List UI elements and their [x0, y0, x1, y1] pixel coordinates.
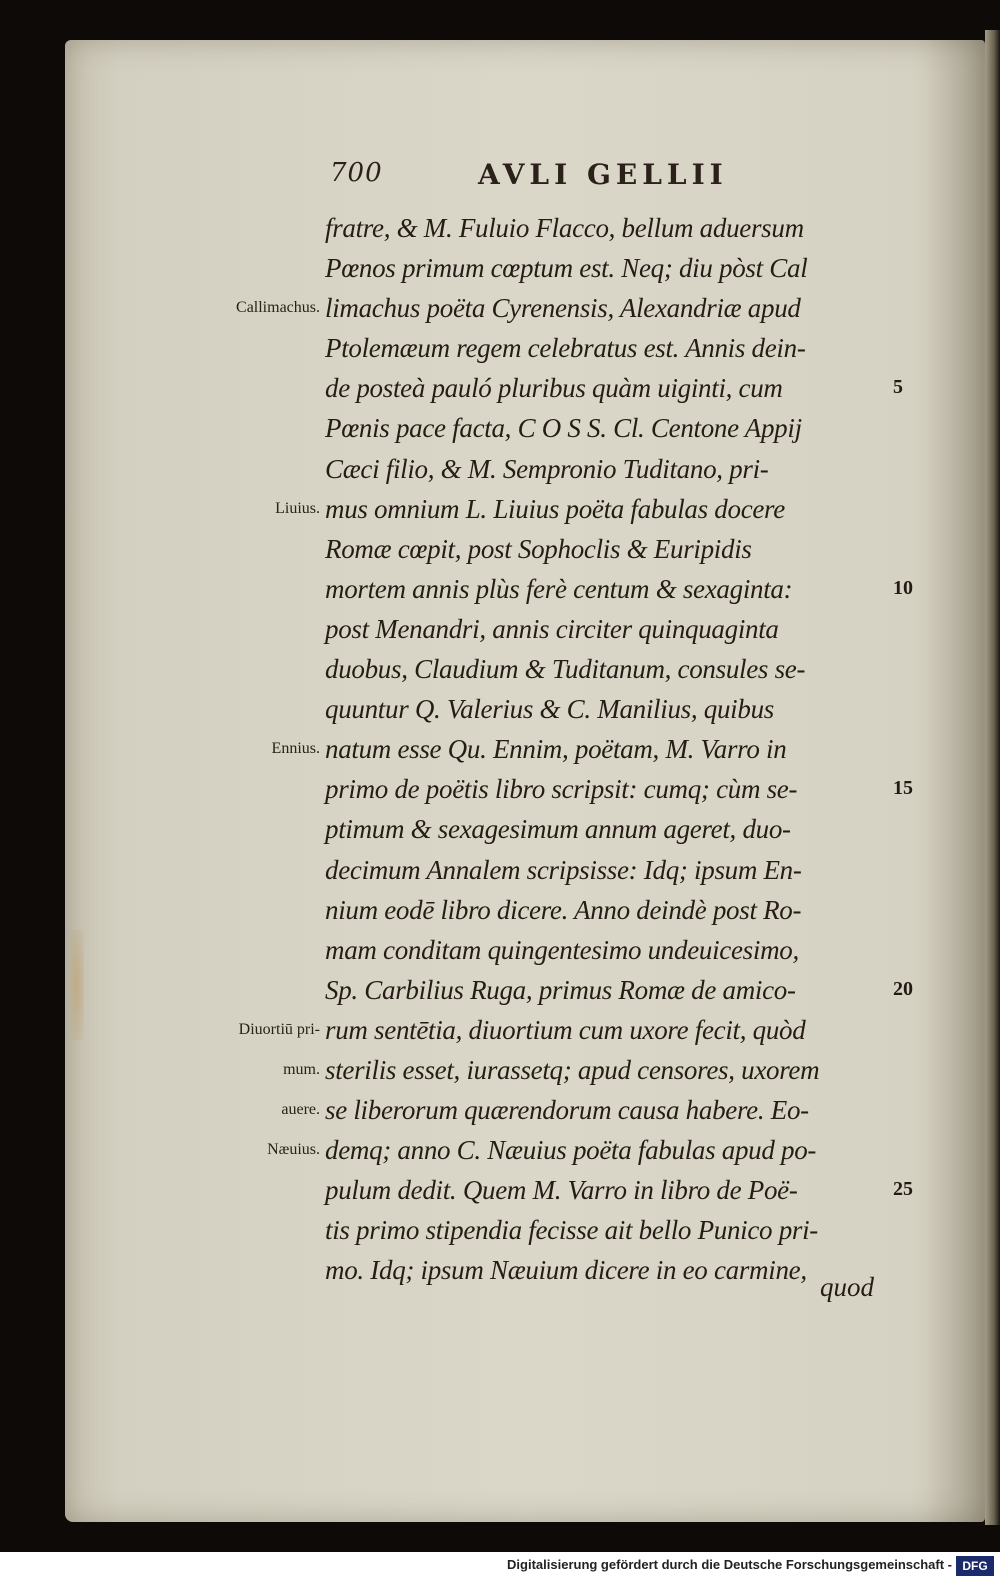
- catchword: quod: [820, 1272, 874, 1302]
- margin-note: Callimachus.: [236, 299, 320, 317]
- text-line: post Menandri, annis circiter quinquaginta: [325, 613, 779, 644]
- line-number: 15: [893, 777, 913, 800]
- line-number: 10: [893, 576, 913, 599]
- text-line: decimum Annalem scripsisse: Idq; ipsum En-: [325, 854, 802, 885]
- text-line: mo. Idq; ipsum Næuium dicere in eo carmine,: [325, 1255, 807, 1286]
- paper-stain: [70, 930, 84, 1040]
- text-line: de posteà pauló pluribus quàm uiginti, cum: [325, 373, 783, 404]
- text-line: fratre, & M. Fuluio Flacco, bellum aduersum: [325, 213, 804, 243]
- page-header: [330, 158, 750, 192]
- text-line: mus omnium L. Liuius poëta fabulas docere: [325, 493, 785, 524]
- text-line: ptimum & sexagesimum annum ageret, duo-: [325, 814, 791, 845]
- line-number: 20: [893, 977, 913, 1000]
- running-title: AVLI GELLII: [478, 158, 728, 191]
- text-line: Pœnos primum cœptum est. Neq; diu pòst Cal: [325, 253, 808, 284]
- page-shadow: [925, 40, 985, 1522]
- margin-note: Næuius.: [267, 1141, 320, 1159]
- text-line: nium eodē libro dicere. Anno deindè post Ro-: [325, 894, 802, 925]
- text-line: Cæci filio, & M. Sempronio Tuditano, pri-: [325, 453, 769, 484]
- margin-note: Diuortiū pri-: [238, 1021, 320, 1038]
- text-line: limachus poëta Cyrenensis, Alexandriæ apud: [325, 293, 801, 324]
- line-number: 5: [893, 376, 903, 399]
- text-line: mortem annis plùs ferè centum & sexaginta:: [325, 573, 793, 604]
- footer-credit: Digitalisierung gefördert durch die Deutsche Forschungsgemeinschaft -: [507, 1557, 952, 1572]
- text-line: primo de poëtis libro scripsit: cumq; cùm se-: [325, 774, 798, 805]
- text-line: tis primo stipendia fecisse ait bello Punico pri-: [325, 1215, 819, 1246]
- text-line: rum sentētia, diuortium cum uxore fecit, quòd: [325, 1014, 806, 1045]
- text-line: Pœnis pace facta, C O S S. Cl. Centone Appij: [325, 413, 802, 444]
- text-line: Sp. Carbilius Ruga, primus Romæ de amico-: [325, 974, 796, 1005]
- margin-note: Liuius.: [275, 499, 320, 517]
- text-line: quuntur Q. Valerius & C. Manilius, quibus: [325, 694, 774, 725]
- line-number: 25: [893, 1178, 913, 1201]
- text-line: mam conditam quingentesimo undeuicesimo,: [325, 934, 799, 965]
- text-line: Ptolemæum regem celebratus est. Annis dein-: [325, 333, 806, 364]
- text-line: demq; anno C. Næuius poëta fabulas apud po-: [325, 1135, 817, 1166]
- text-line: se liberorum quærendorum causa habere. Eo-: [325, 1095, 809, 1126]
- text-line: Romæ cœpit, post Sophoclis & Euripidis: [325, 533, 752, 564]
- dfg-logo: DFG: [956, 1556, 994, 1576]
- page-edge: [985, 30, 1000, 1525]
- text-line: sterilis esset, iurassetq; apud censores, uxorem: [325, 1054, 820, 1085]
- margin-note: auere.: [281, 1101, 320, 1119]
- digitization-footer: [0, 1552, 1000, 1582]
- text-line: pulum dedit. Quem M. Varro in libro de Poë-: [325, 1175, 798, 1206]
- text-line: duobus, Claudium & Tuditanum, consules se-: [325, 654, 806, 685]
- text-line: natum esse Qu. Ennim, poëtam, M. Varro in: [325, 734, 787, 765]
- margin-note: mum.: [283, 1061, 320, 1079]
- body-text: [325, 208, 885, 1291]
- page-number: 700: [330, 158, 383, 188]
- margin-note: Ennius.: [271, 740, 320, 758]
